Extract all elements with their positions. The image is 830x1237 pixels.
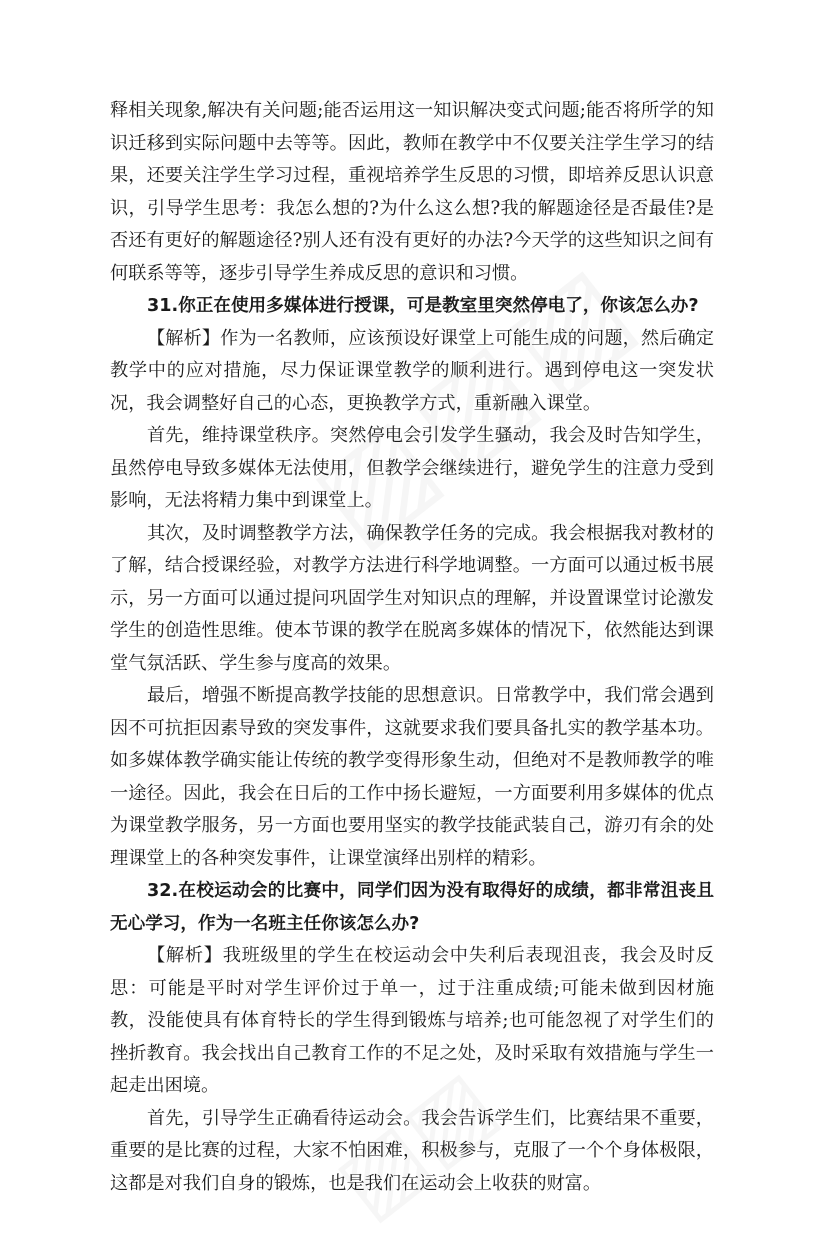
question-31: 31.你正在使用多媒体进行授课，可是教室里突然停电了，你该怎么办? [147,296,699,316]
answer-31-first: 首先，维持课堂秩序。突然停电会引发学生骚动，我会及时告知学生，虽然停电导致多媒体无法使用，但教学会继续进行，避免学生的注意力受到影响，无法将精力集中到课堂上。 [110,425,714,511]
answer-32-first: 首先，引导学生正确看待运动会。我会告诉学生们，比赛结果不重要，重要的是比赛的过程，大家不怕困难，积极参与，克服了一个个身体极限，这都是对我们自身的锻炼，也是我们在运动会上收获的财富。 [110,1107,714,1194]
paragraph-intro: 释相关现象,解决有关问题;能否运用这一知识解决变式问题;能否将所学的知识迁移到实际问题中去等等。因此，教师在教学中不仅要关注学生学习的结果，还要关注学生学习过程，重视培养学生反思的习惯，即培养反思认识意识，引导学生思考：我怎么想的?为什么这么想?我的解题途径是否最佳?是否还有更好的解题途径?别人还有没有更好的办法?今天学的这些知识之间有何联系等等，逐步引导学生养成反思的意识和习惯。 [110,100,714,284]
answer-31-analysis: 【解析】作为一名教师，应该预设好课堂上可能生成的问题，然后确定教学中的应对措施，尽力保证课堂教学的顺利进行。遇到停电这一突发状况，我会调整好自己的心态，更换教学方式，重新融入课堂。 [110,327,714,414]
answer-31-second: 其次，及时调整教学方法，确保教学任务的完成。我会根据我对教材的了解，结合授课经验，对教学方法进行科学地调整。一方面可以通过板书展示，另一方面可以通过提问巩固学生对知识点的理解，并设置课堂讨论激发学生的创造性思维。使本节课的教学在脱离多媒体的情况下，依然能达到课堂气氛活跃、学生参与度高的效果。 [110,522,714,674]
answer-32-analysis: 【解析】我班级里的学生在校运动会中失利后表现沮丧，我会及时反思：可能是平时对学生评价过于单一，过于注重成绩;可能未做到因材施教，没能使具有体育特长的学生得到锻炼与培养;也可能忽视了对学生们的挫折教育。我会找出自己教育工作的不足之处，及时采取有效措施与学生一起走出困境。 [110,945,714,1096]
question-32: 32.在校运动会的比赛中，同学们因为没有取得好的成绩，都非常沮丧且无心学习，作为一名班主任你该怎么办? [110,881,714,934]
answer-31-last: 最后，增强不断提高教学技能的思想意识。日常教学中，我们常会遇到因不可抗拒因素导致的突发事件，这就要求我们要具备扎实的教学基本功。如多媒体教学确实能让传统的教学变得形象生动，但绝对不是教师教学的唯一途径。因此，我会在日后的工作中扬长避短，一方面要利用多媒体的优点为课堂教学服务，另一方面也要用坚实的教学技能武装自己，游刃有余的处理课堂上的各种突发事件，让课堂演绎出别样的精彩。 [110,685,714,869]
document-body [110,95,714,1200]
